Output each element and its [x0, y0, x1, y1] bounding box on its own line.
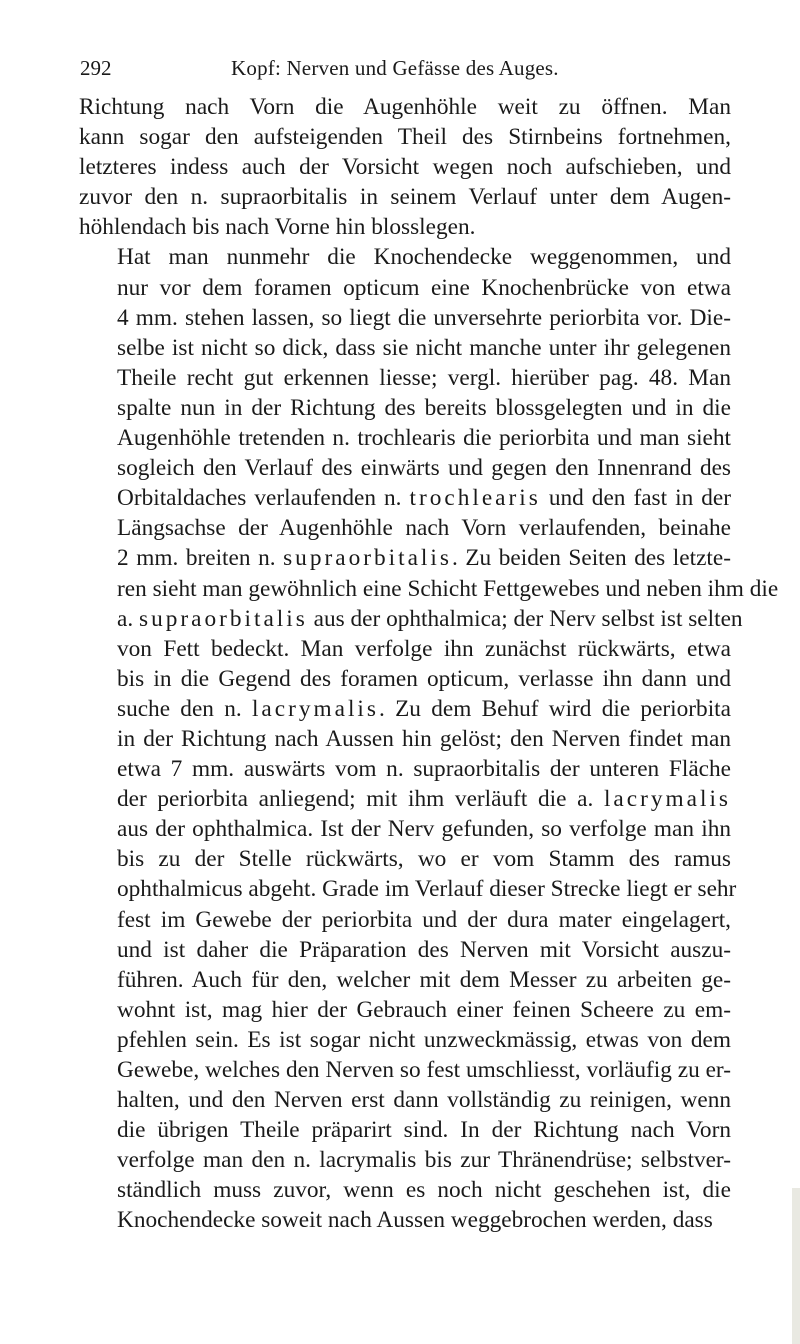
text-line: der periorbita anliegend; mit ihm verläuft die a. lacrymalis [117, 786, 731, 813]
text-line: a. supraorbitalis aus der ophthalmica; der Nerv selbst ist selten [117, 605, 743, 632]
text-line: suche den n. lacrymalis. Zu dem Behuf wird die periorbita [117, 695, 731, 722]
text-line: kann sogar den aufsteigenden Theil des Stirnbeins fortnehmen, [79, 124, 731, 151]
text-line: letzteres indess auch der Vorsicht wegen noch aufschieben, und [79, 154, 731, 181]
text-line: bis zu der Stelle rückwärts, wo er vom Stamm des ramus [117, 846, 731, 873]
paragraph [79, 92, 731, 242]
text-line: etwa 7 mm. auswärts vom n. supraorbitalis der unteren Fläche [117, 756, 731, 783]
text-line: fest im Gewebe der periorbita und der dura mater eingelagert, [117, 906, 731, 933]
text-line: höhlendach bis nach Vorne hin blosslegen. [79, 214, 476, 241]
spaced-term: trochlearis [409, 485, 541, 512]
text-line: Knochendecke soweit nach Aussen weggebrochen werden, dass [117, 1207, 713, 1234]
paragraph [79, 242, 779, 1235]
text-line: Hat man nunmehr die Knochendecke weggenommen, und [117, 244, 731, 271]
text-line: bis in die Gegend des foramen opticum, verlasse ihn dann und [117, 665, 731, 692]
text-line: ständlich muss zuvor, wenn es noch nicht geschehen ist, die [117, 1177, 731, 1204]
text-line: Gewebe, welches den Nerven so fest umschliesst, vorläufig zu er- [117, 1057, 731, 1083]
text-line: wohnt ist, mag hier der Gebrauch einer feinen Scheere zu em- [117, 996, 731, 1023]
text-line: Richtung nach Vorn die Augenhöhle weit zu öffnen. Man [79, 94, 731, 120]
text-line: nur vor dem foramen opticum eine Knochenbrücke von etwa [117, 274, 731, 301]
page-number: 292 [80, 56, 112, 80]
text-line: und ist daher die Präparation des Nerven mit Vorsicht auszu- [117, 936, 731, 963]
body-text [79, 92, 779, 1236]
text-line: spalte nun in der Richtung des bereits blossgelegten und in die [117, 394, 731, 421]
page-header [80, 50, 720, 84]
text-line: in der Richtung nach Aussen hin gelöst; den Nerven findet man [117, 725, 731, 752]
text-line: Theile recht gut erkennen liesse; vergl. hierüber pag. 48. Man [117, 364, 731, 391]
running-head: Kopf: Nerven und Gefässe des Auges. [231, 56, 559, 80]
text-line: zuvor den n. supraorbitalis in seinem Verlauf unter dem Augen- [79, 184, 731, 211]
spaced-term: supraorbitalis [283, 545, 452, 572]
text-line: pfehlen sein. Es ist sogar nicht unzweckmässig, etwas von dem [117, 1026, 731, 1053]
text-line: aus der ophthalmica. Ist der Nerv gefunden, so verfolge man ihn [117, 816, 731, 843]
spaced-term: lacrymalis [251, 695, 379, 722]
spaced-term: lacrymalis [603, 786, 731, 813]
spaced-term: supraorbitalis [139, 605, 308, 632]
text-line: sogleich den Verlauf des einwärts und gegen den Innenrand des [117, 455, 731, 482]
page-edge-shadow [792, 1188, 800, 1344]
text-line: die übrigen Theile präparirt sind. In der Richtung nach Vorn [117, 1117, 731, 1144]
text-line: Längsachse der Augenhöhle nach Vorn verlaufenden, beinahe [117, 515, 731, 542]
text-line: 4 mm. stehen lassen, so liegt die unversehrte periorbita vor. Die- [117, 304, 731, 331]
text-line: ophthalmicus abgeht. Grade im Verlauf dieser Strecke liegt er sehr [117, 876, 737, 903]
text-line: von Fett bedeckt. Man verfolge ihn zunächst rückwärts, etwa [117, 635, 731, 662]
text-line: halten, und den Nerven erst dann vollständig zu reinigen, wenn [117, 1087, 731, 1114]
text-line: ren sieht man gewöhnlich eine Schicht Fettgewebes und neben ihm die [117, 575, 779, 602]
text-line: führen. Auch für den, welcher mit dem Messer zu arbeiten ge- [117, 966, 731, 993]
text-line: Orbitaldaches verlaufenden n. trochlearis und den fast in der [117, 485, 731, 512]
text-line: Augenhöhle tretenden n. trochlearis die periorbita und man sieht [117, 425, 731, 452]
text-line: selbe ist nicht so dick, dass sie nicht manche unter ihr gelegenen [117, 334, 731, 361]
text-line: 2 mm. breiten n. supraorbitalis. Zu beiden Seiten des letzte- [117, 545, 732, 572]
text-line: verfolge man den n. lacrymalis bis zur Thränendrüse; selbstver- [117, 1147, 731, 1174]
